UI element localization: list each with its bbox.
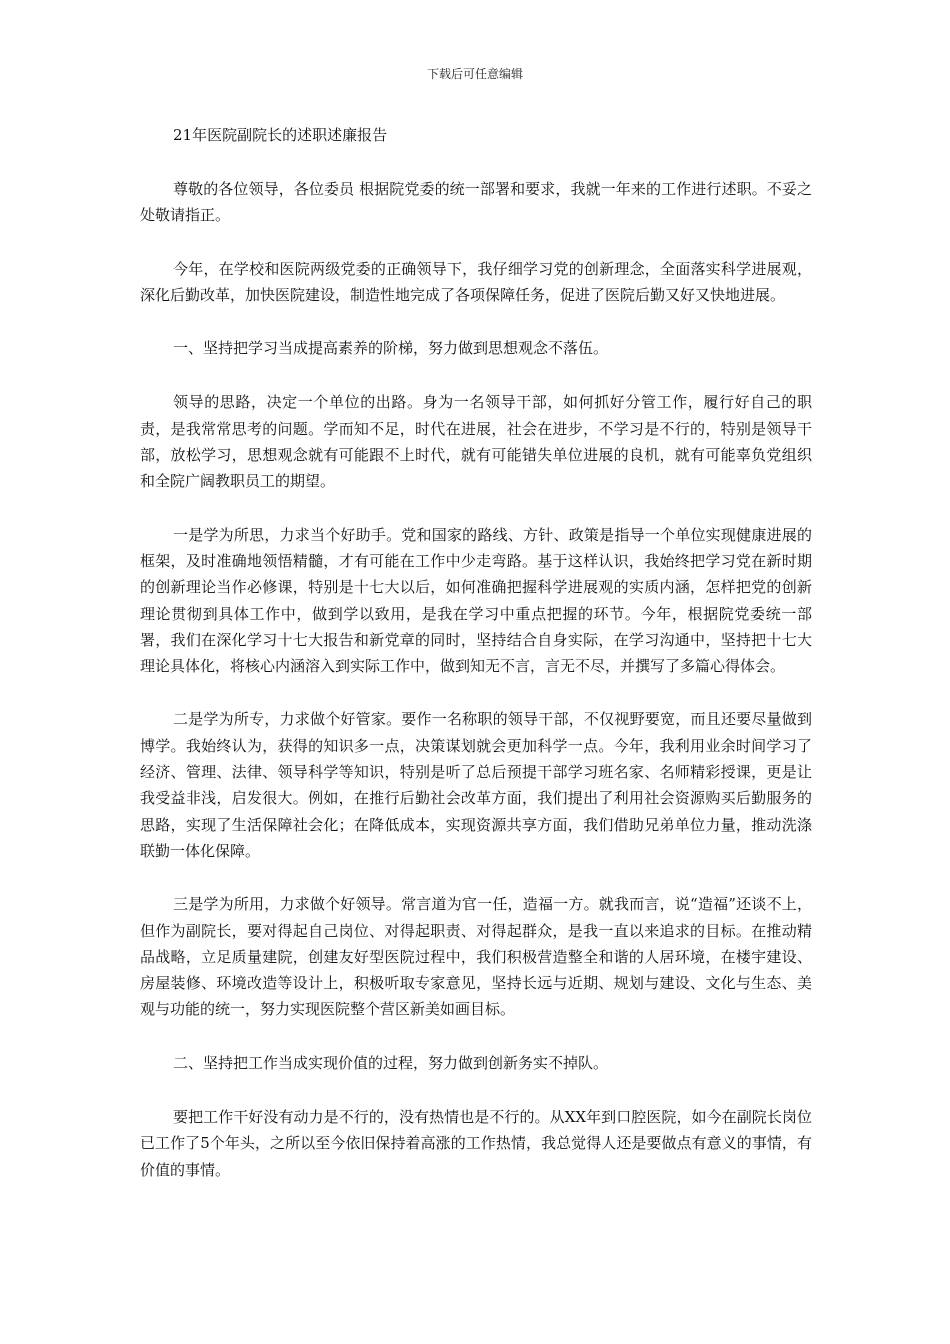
section-heading-2: 二、坚持把工作当成实现价值的过程，努力做到创新务实不掉队。 (173, 1053, 609, 1072)
document-title: 21年医院副院长的述职述廉报告 (173, 126, 388, 144)
paragraph: 要把工作干好没有动力是不行的，没有热情也是不行的。从XX年到口腔医院，如今在副院长岗位已工作了5个年头，之所以至今依旧保持着高涨的工作热情，我总觉得人还是要做点有意义的事情，有价值的事情。 (140, 1108, 812, 1179)
section-heading-1: 一、坚持把学习当成提高素养的阶梯，努力做到思想观念不落伍。 (173, 339, 609, 358)
paragraph: 二是学为所专，力求做个好管家。要作一名称职的领导干部，不仅视野要宽，而且还要尽量做到博学。我始终认为，获得的知识多一点，决策谋划就会更加科学一点。今年，我利用业余时间学习了经济、管理、法律、领导科学等知识，特别是听了总后预提干部学习班名家、名师精彩授课，更是让我受益非浅，启发很大。例如，在推行后勤社会改革方面，我们提出了利用社会资源购买后勤服务的思路，实现了生活保障社会化；在降低成本，实现资源共享方面，我们借助兄弟单位力量，推动洗涤联勤一体化保障。 (140, 710, 812, 860)
paragraph: 领导的思路，决定一个单位的出路。身为一名领导干部，如何抓好分管工作，履行好自己的职责，是我常常思考的问题。学而知不足，时代在进展，社会在进步，不学习是不行的，特别是领导干部，放松学习，思想观念就有可能跟不上时代，就有可能错失单位进展的良机，就有可能辜负党组织和全院广阔教职员工的期望。 (140, 393, 812, 491)
paragraph-intro: 今年，在学校和医院两级党委的正确领导下，我仔细学习党的创新理念，全面落实科学进展观，深化后勤改革，加快医院建设，制造性地完成了各项保障任务，促进了医院后勤又好又快地进展。 (140, 259, 812, 304)
page-header-note: 下载后可任意编辑 (426, 67, 523, 81)
document-body (140, 122, 812, 1210)
paragraph: 一是学为所思，力求当个好助手。党和国家的路线、方针、政策是指导一个单位实现健康进展的框架，及时准确地领悟精髓，才有可能在工作中少走弯路。基于这样认识，我始终把学习党在新时期的创新理论当作必修课，特别是十七大以后，如何准确把握科学进展观的实质内涵，怎样把党的创新理论贯彻到具体工作中，做到学以致用，是我在学习中重点把握的环节。今年，根据院党委统一部署，我们在深化学习十七大报告和新党章的同时，坚持结合自身实际，在学习沟通中，坚持把十七大理论具体化，将核心内涵溶入到实际工作中，做到知无不言，言无不尽，并撰写了多篇心得体会。 (140, 525, 812, 676)
paragraph-salutation: 尊敬的各位领导，各位委员 根据院党委的统一部署和要求，我就一年来的工作进行述职。不妥之处敬请指正。 (140, 180, 812, 225)
paragraph: 三是学为所用，力求做个好领导。常言道为官一任，造福一方。就我而言，说“造福”还谈不上，但作为副院长，要对得起自己岗位、对得起职责、对得起群众，是我一直以来追求的目标。在推动精品战略，立足质量建院，创建友好型医院过程中，我们积极营造整全和谐的人居环境，在楼宇建设、房屋装修、环境改造等设计上，积极听取专家意见，坚持长远与近期、规划与建设、文化与生态、美观与功能的统一，努力实现医院整个营区新美如画目标。 (140, 895, 812, 1019)
